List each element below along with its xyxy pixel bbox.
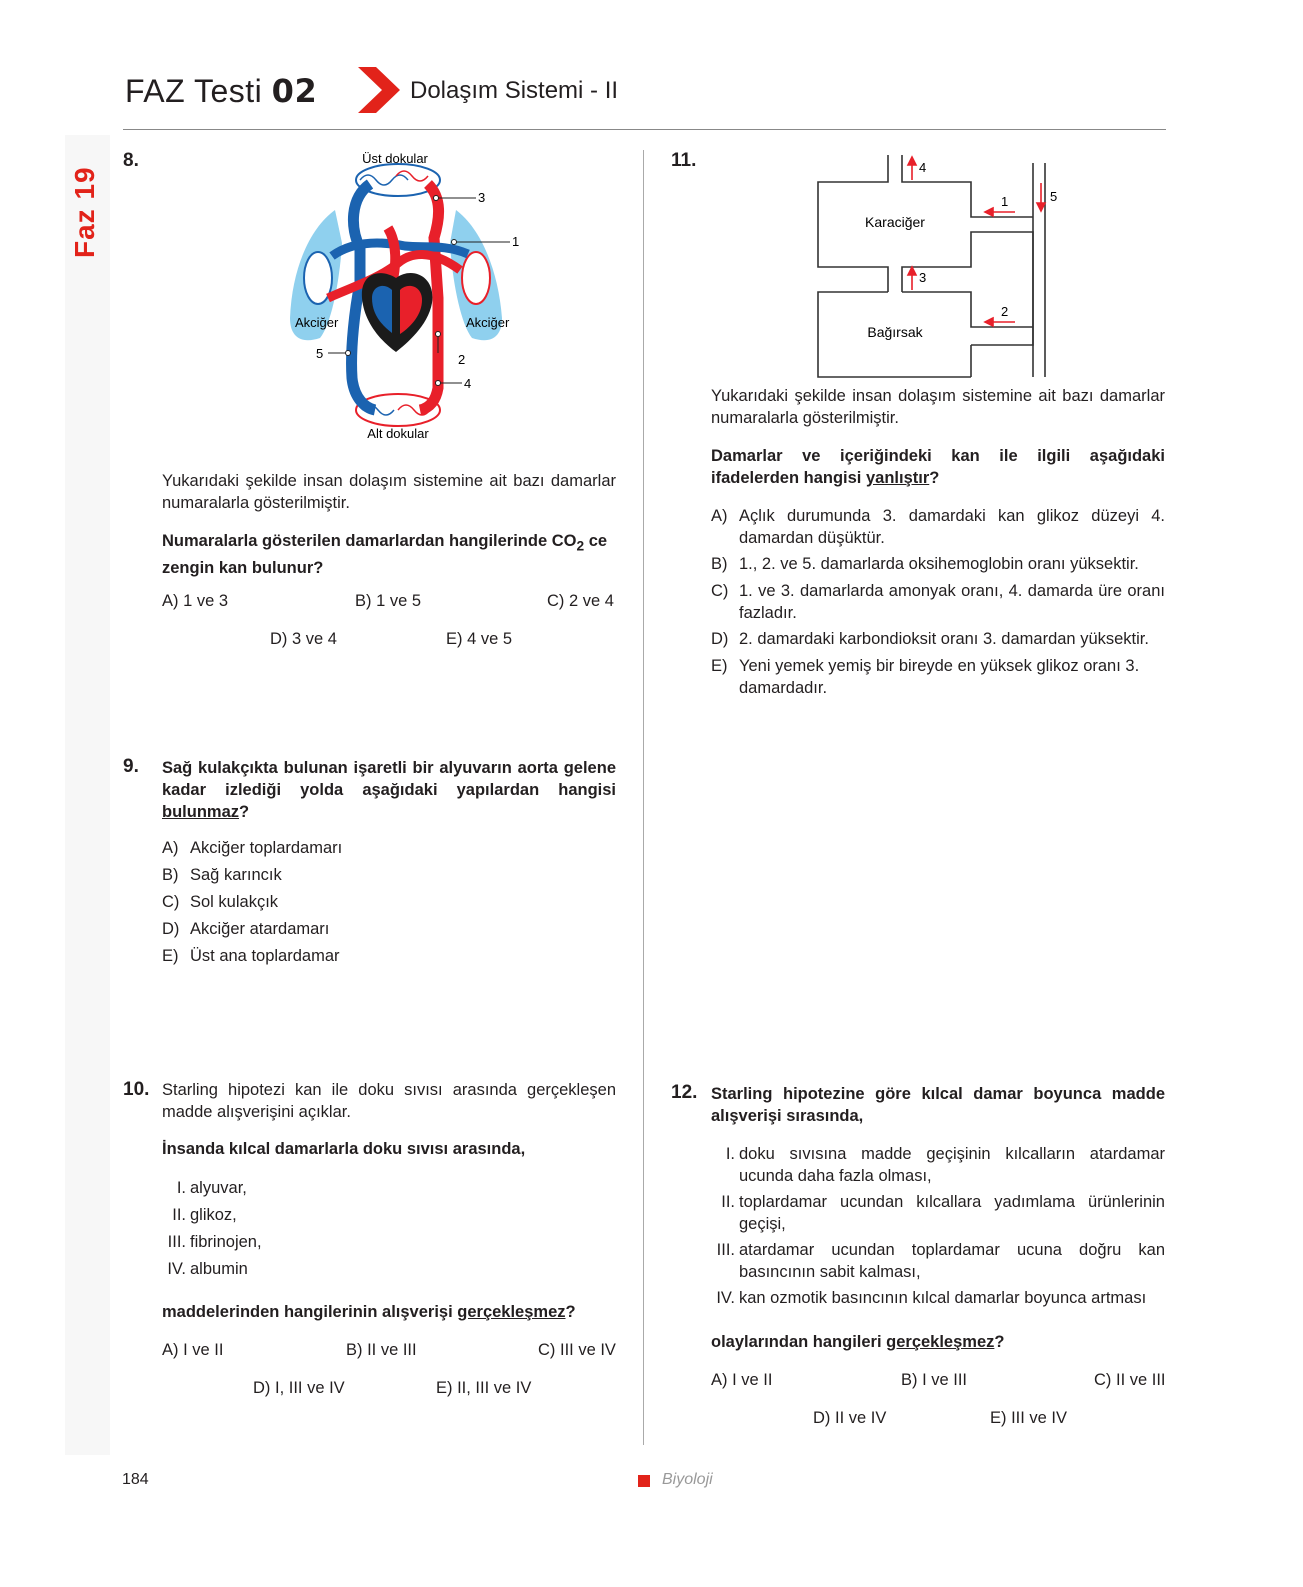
question-8-prompt-part: Numaralarla gösterilen damarlardan hangilerinde CO	[162, 532, 577, 550]
header-divider	[123, 129, 1166, 130]
q8-option-b[interactable]: B) 1 ve 5	[355, 592, 422, 610]
q12-option-d[interactable]: D) II ve IV	[813, 1409, 887, 1427]
option-text: Akciğer atardamarı	[190, 920, 330, 938]
option-text: 2. damardaki karbondioksit oranı 3. damardan yüksektir.	[739, 630, 1149, 648]
label-number-5: 5	[316, 346, 324, 361]
question-11-prompt	[711, 445, 1165, 489]
item-text: atardamar ucundan toplardamar ucuna doğru kan basıncının sabit kalması,	[739, 1241, 1165, 1281]
roman-numeral: I.	[176, 1179, 186, 1197]
page-number: 184	[122, 1471, 149, 1488]
option-letter: C)	[162, 893, 180, 911]
question-10-negation: gerçekleşmez	[457, 1303, 566, 1321]
question-11-number: 11.	[671, 150, 697, 171]
footer-square-icon	[638, 1475, 650, 1487]
label-right-lung: Akciğer	[466, 315, 510, 330]
question-12-number: 12.	[671, 1082, 698, 1103]
q9-option-e[interactable]	[162, 945, 340, 967]
option-text: Sağ karıncık	[190, 866, 282, 884]
roman-numeral: IV.	[167, 1260, 186, 1278]
q11-option-e[interactable]	[711, 655, 1165, 699]
item-text: alyuvar,	[190, 1179, 247, 1197]
q12-option-e[interactable]: E) III ve IV	[990, 1409, 1068, 1427]
test-title-number: 02	[271, 72, 318, 110]
question-8-number: 8.	[123, 150, 139, 171]
q12-option-c[interactable]: C) II ve III	[1094, 1371, 1166, 1389]
q8-option-c[interactable]: C) 2 ve 4	[547, 592, 614, 610]
question-9-prompt-end: ?	[239, 803, 250, 821]
roman-numeral: III.	[167, 1233, 186, 1251]
item-text: fibrinojen,	[190, 1233, 262, 1251]
q9-option-a[interactable]	[162, 837, 342, 859]
label-vessel-5: 5	[1050, 189, 1058, 204]
option-letter: E)	[162, 947, 179, 965]
q10-item-1	[160, 1177, 247, 1199]
option-letter: D)	[711, 630, 729, 648]
roman-numeral: III.	[716, 1241, 735, 1259]
option-letter: E)	[711, 657, 728, 675]
q10-item-3	[160, 1231, 262, 1253]
roman-numeral: I.	[725, 1145, 735, 1163]
q8-option-d[interactable]: D) 3 ve 4	[270, 630, 337, 648]
side-tab	[63, 148, 107, 258]
question-9-negation: bulunmaz	[162, 803, 239, 821]
question-12-prompt	[711, 1331, 1165, 1353]
question-9-prompt-part: Sağ kulakçıkta bulunan işaretli bir alyuvarın aorta gelene kadar izlediği yolda aşağıdaki yapılardan hangisi	[162, 759, 616, 799]
q10-option-d[interactable]: D) I, III ve IV	[253, 1379, 345, 1397]
question-10-prompt-part: maddelerinden hangilerinin alışverişi	[162, 1303, 458, 1321]
roman-numeral: II.	[172, 1206, 186, 1224]
test-title	[125, 72, 317, 110]
item-text: doku sıvısına madde geçişinin kılcalların atardamar ucunda daha fazla olması,	[739, 1145, 1165, 1185]
question-11-negation: yanlıştır	[865, 469, 930, 487]
test-title-prefix: FAZ Testi	[125, 73, 263, 109]
option-text: Üst ana toplardamar	[190, 947, 340, 965]
option-text: Açlık durumunda 3. damardaki kan glikoz düzeyi 4. damardan düşüktür.	[739, 507, 1165, 547]
column-divider	[643, 150, 644, 1445]
label-vessel-4: 4	[919, 160, 927, 175]
q10-item-2	[160, 1204, 237, 1226]
item-text: kan ozmotik basıncının kılcal damarlar boyunca artması	[739, 1289, 1147, 1307]
option-letter: C)	[711, 582, 729, 600]
footer-subject: Biyoloji	[662, 1471, 713, 1488]
test-subtitle: Dolaşım Sistemi - II	[410, 77, 619, 104]
roman-numeral: II.	[721, 1193, 735, 1211]
option-text: Yeni yemek yemiş bir bireyde en yüksek glikoz oranı 3. damardadır.	[739, 657, 1140, 697]
question-10-prompt	[162, 1301, 616, 1323]
question-8-prompt-end: ce zengin kan bulunur?	[162, 532, 608, 578]
question-11-prompt-end: ?	[929, 469, 940, 487]
question-8-prompt-sub: 2	[576, 538, 585, 554]
side-tab-label: Faz 19	[69, 166, 100, 258]
label-bottom-tissues: Alt dokular	[367, 426, 429, 441]
label-left-lung: Akciğer	[295, 315, 339, 330]
hepatic-portal-diagram	[815, 155, 1065, 380]
option-text: Akciğer toplardamarı	[190, 839, 343, 857]
q8-option-e[interactable]: E) 4 ve 5	[446, 630, 513, 648]
question-10-stem: Starling hipotezi kan ile doku sıvısı arasında gerçekleşen madde alışverişini açıklar.	[162, 1081, 616, 1121]
question-10-prompt-end: ?	[565, 1303, 576, 1321]
label-number-1: 1	[512, 234, 520, 249]
option-letter: B)	[711, 555, 728, 573]
label-vessel-1: 1	[1001, 194, 1009, 209]
item-text: albumin	[190, 1260, 248, 1278]
q12-option-a[interactable]: A) I ve II	[711, 1371, 773, 1389]
label-number-2: 2	[458, 352, 466, 367]
label-number-4: 4	[464, 376, 472, 391]
q11-option-c[interactable]	[711, 580, 1165, 624]
option-letter: A)	[711, 507, 728, 525]
side-strip	[65, 135, 110, 1455]
item-text: toplardamar ucundan kılcallara yadımlama ürünlerinin geçişi,	[739, 1193, 1165, 1233]
q12-item-1	[705, 1143, 1165, 1187]
question-12-negation: gerçekleşmez	[886, 1333, 995, 1351]
q11-option-a[interactable]	[711, 505, 1165, 549]
label-number-3: 3	[478, 190, 486, 205]
question-8-stem: Yukarıdaki şekilde insan dolaşım sistemine ait bazı damarlar numaralarla gösterilmiştir.	[162, 472, 616, 512]
circulatory-diagram	[280, 148, 540, 444]
q10-option-c[interactable]: C) III ve IV	[538, 1341, 616, 1359]
option-letter: D)	[162, 920, 180, 938]
q10-option-b[interactable]: B) II ve III	[346, 1341, 417, 1359]
q9-option-b[interactable]	[162, 864, 282, 886]
q10-option-a[interactable]: A) I ve II	[162, 1341, 224, 1359]
label-vessel-3: 3	[919, 270, 927, 285]
question-9-prompt	[162, 757, 616, 823]
q12-item-4	[705, 1287, 1165, 1309]
q9-option-d[interactable]	[162, 918, 329, 940]
roman-numeral: IV.	[716, 1289, 735, 1307]
heart	[362, 273, 433, 352]
question-12-prompt-part: olaylarından hangileri	[711, 1333, 887, 1351]
question-8-prompt	[162, 530, 616, 579]
item-text: glikoz,	[190, 1206, 237, 1224]
q12-item-3	[705, 1239, 1165, 1283]
q12-item-2	[705, 1191, 1165, 1235]
right-lung-capillaries	[462, 252, 490, 304]
option-text: 1. ve 3. damarlarda amonyak oranı, 4. damarda üre oranı fazladır.	[739, 582, 1165, 622]
question-12-prompt-end: ?	[994, 1333, 1005, 1351]
label-top-tissues: Üst dokular	[362, 151, 428, 166]
option-text: Sol kulakçık	[190, 893, 279, 911]
q11-option-b[interactable]	[711, 553, 1165, 575]
label-vessel-2: 2	[1001, 304, 1009, 319]
q11-option-d[interactable]	[711, 628, 1165, 650]
question-12-prompt-lead: Starling hipotezine göre kılcal damar boyunca madde alışverişi sırasında,	[711, 1085, 1165, 1125]
label-liver: Karaciğer	[865, 214, 925, 230]
option-letter: B)	[162, 866, 179, 884]
q10-option-e[interactable]: E) II, III ve IV	[436, 1379, 532, 1397]
chevron-right-icon	[358, 67, 400, 113]
q12-option-b[interactable]: B) I ve III	[901, 1371, 968, 1389]
question-10-number: 10.	[123, 1079, 150, 1100]
question-9-number: 9.	[123, 756, 139, 777]
label-intestine: Bağırsak	[867, 324, 923, 340]
question-11-prompt-part: Damarlar ve içeriğindeki kan ile ilgili aşağıdaki ifadelerden hangisi	[711, 447, 1165, 487]
question-11-stem: Yukarıdaki şekilde insan dolaşım sistemine ait bazı damarlar numaralarla gösterilmiştir.	[711, 387, 1165, 427]
q10-item-4	[160, 1258, 248, 1280]
q9-option-c[interactable]	[162, 891, 278, 913]
option-letter: A)	[162, 839, 179, 857]
q8-option-a[interactable]: A) 1 ve 3	[162, 592, 229, 610]
option-text: 1., 2. ve 5. damarlarda oksihemoglobin oranı yüksektir.	[739, 555, 1139, 573]
question-10-lead: İnsanda kılcal damarlarla doku sıvısı arasında,	[162, 1140, 526, 1158]
